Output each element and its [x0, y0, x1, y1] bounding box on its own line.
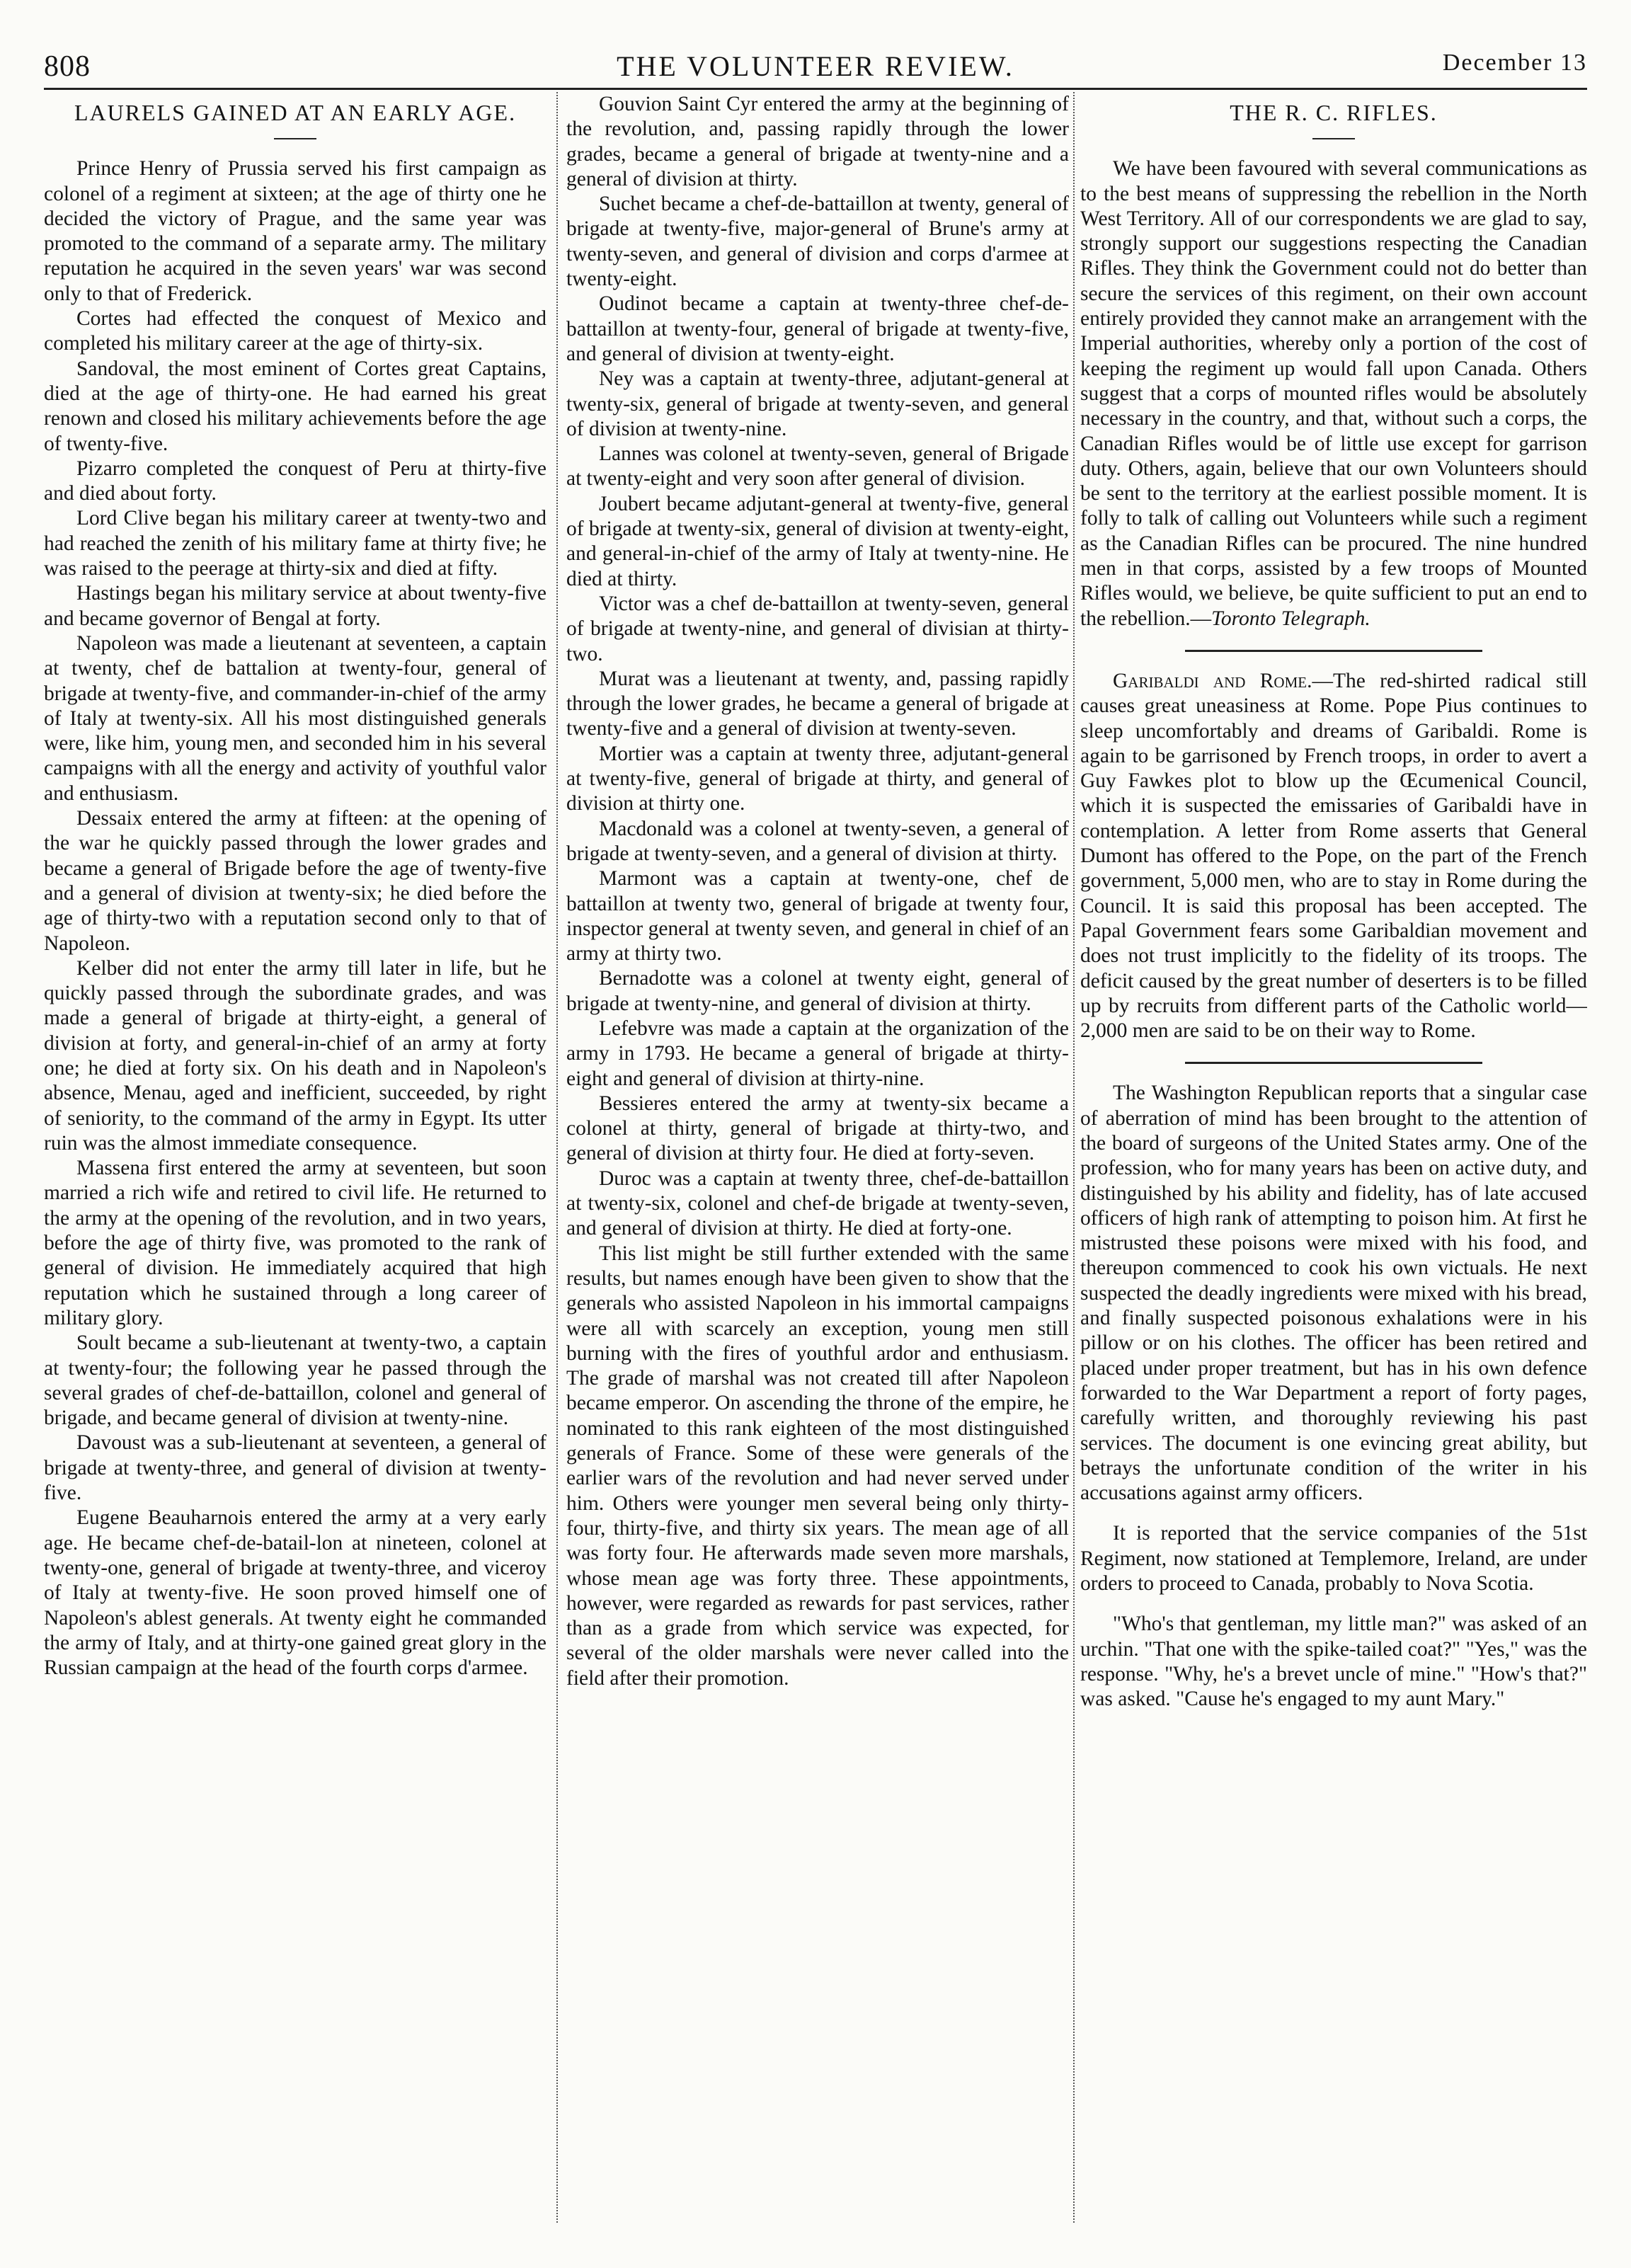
- page-number: 808: [44, 50, 91, 83]
- issue-date: December 13: [1442, 50, 1587, 76]
- paragraph-rifles: [1080, 156, 1587, 631]
- column-divider: [556, 92, 558, 2223]
- publication-title: THE VOLUNTEER REVIEW.: [617, 50, 1014, 82]
- paragraph: Lord Clive began his military career at twenty-two and had reached the zenith of his military fame at thirty five; he was raised to the peerage at thirty-six and died at fifty.: [44, 507, 546, 580]
- column-1: [44, 92, 546, 2230]
- paragraph: Murat was a lieutenant at twenty, and, passing rapidly through the lower grades, he became a general of brigade at twenty-five and a general of division at twenty-seven.: [566, 667, 1069, 740]
- paragraph: Lefebvre was made a captain at the organization of the army in 1793. He became a general of brigade at thirty-eight and general of division at thirty-nine.: [566, 1016, 1069, 1090]
- paragraph: Pizarro completed the conquest of Peru at thirty-five and died about forty.: [44, 457, 546, 505]
- paragraph: Bernadotte was a colonel at twenty eight, general of brigade at twenty-nine, and general of division at thirty.: [566, 967, 1069, 1015]
- paragraph: Oudinot became a captain at twenty-three chef-de-battaillon at twenty-four, general of brigade at twenty-five, and general of division at twenty-eight.: [566, 292, 1069, 365]
- paragraph: Kelber did not enter the army till later in life, but he quickly passed through the subordinate grades, and was made a general of brigade at thirty-eight, a general of division at forty, and general-in-chief of an army at forty one; he died at forty six. On his death and in Napoleon's absence, Menau, aged and inefficient, succeeded, by right of seniority, to the command of the army in Egypt. Its utter ruin was the almost immediate consequence.: [44, 956, 546, 1155]
- paragraph: Macdonald was a colonel at twenty-seven, a general of brigade at twenty-seven, and a general of division at thirty.: [566, 817, 1069, 865]
- article-separator: [1185, 1062, 1482, 1064]
- masthead: [44, 44, 1587, 84]
- rifles-text: We have been favoured with several communications as to the best means of suppressing the rebellion in the North West Territory. All of our correspondents we are glad to say, strongly support our suggestions respecting the Canadian Rifles. They think the Government could not do better than secure the services of this regiment, on their own account entirely provided they cannot make an arrangement with the Imperial authorities, whereby only a portion of the cost of keeping the regiment up would fall upon Canada. Others suggest that a corps of mounted rifles would be absolutely necessary in the country, and that, without such a corps, the Canadian Rifles would be of little use except for garrison duty. Others, again, believe that our own Volunteers should be sent to the territory at the earliest possible moment. It is folly to talk of calling out Volunteers while such a regiment as the Canadian Rifles can be procured. The nine hundred men in that corps, assisted by a few troops of Mounted Rifles would, we believe, be quite sufficient to put an end to the rebellion.—: [1080, 157, 1587, 630]
- column-divider: [1073, 92, 1075, 2223]
- paragraph: This list might be still further extended with the same results, but names enough have been given to show that the generals who assisted Napoleon in his immortal campaigns were all with scarcely an exception, young men still burning with the fires of youthful ardor and enthusiasm. The grade of marshal was not created till after Napoleon became emperor. On ascending the throne of the empire, he nominated to this rank eighteen of the most distinguished generals of France. Some of these were generals of the earlier wars of the revolution and had never served under him. Others were younger men several being only thirty-four, thirty-five, and thirty six years. The mean age of all was forty four. He afterwards made seven more marshals, whose mean age was forty three. These appointments, however, were regarded as rewards for past services, rather than as a grade from which service was expected, for several of the older marshals were never called into the field after their promotion.: [566, 1242, 1069, 1690]
- paragraph-washington: The Washington Republican reports that a singular case of aberration of mind has been brought to the attention of the board of surgeons of the United States army. One of the profession, who for many years has been on active duty, and distinguished by his ability and fidelity, has of late accused officers of high rank of attempting to poison him. At first he mistrusted these poisons were mixed with his food, and thereupon commenced to cook his own victuals. He next suspected the deadly ingredients were mixed with his bread, and finally suspected poisonous exhalations were in his pillow or on his clothes. The officer has been retired and placed under proper treatment, but has in his own defence forwarded to the War Department a report of forty pages, carefully written, and thoroughly reviewing his past services. The document is one evincing great ability, but betrays the unfortunate condition of the writer in his accusations against army officers.: [1080, 1082, 1587, 1505]
- paragraph: Bessieres entered the army at twenty-six became a colonel at thirty, general of brigade at thirty-two, and general of division at thirty four. He died at forty-seven.: [566, 1092, 1069, 1165]
- paragraph: Suchet became a chef-de-battaillon at twenty, general of brigade at twenty-five, major-general of Brune's army at twenty-seven, and general of division and corps d'armee at twenty-eight.: [566, 193, 1069, 291]
- paragraph-garibaldi: [1080, 669, 1587, 1043]
- article-separator: [1185, 650, 1482, 652]
- garibaldi-text: —The red-shirted radical still causes great uneasiness at Rome. Pope Pius continues to sleep uncomfortably and dreams of Garibaldi. Rome is again to be garrisoned by French troops, in order to avert a Guy Fawkes plot to blow up the Œcumenical Council, which it is suspected the emissaries of Garibaldi have in contemplation. A letter from Rome asserts that General Dumont has offered to the Pope, on the part of the French government, 5,000 men, who are to stay in Rome during the Council. It is said this proposal has been accepted. The Papal Government fears some Garibaldian movement and does not trust implicitly to the fidelity of its troops. The deficit caused by the great number of deserters is to be filled up by recruits from different parts of the Catholic world—2,000 men are said to be on their way to Rome.: [1080, 669, 1587, 1043]
- paragraph: Lannes was colonel at twenty-seven, general of Brigade at twenty-eight and very soon after general of division.: [566, 442, 1069, 491]
- garibaldi-heading: Garibaldi and Rome.: [1113, 669, 1312, 692]
- paragraph: Hastings began his military service at about twenty-five and became governor of Bengal at forty.: [44, 582, 546, 630]
- paragraph: Cortes had effected the conquest of Mexico and completed his military career at the age of thirty-six.: [44, 307, 546, 355]
- heading-rule: [1312, 138, 1355, 139]
- paragraph: Massena first entered the army at seventeen, but soon married a rich wife and retired to civil life. He returned to the army at the opening of the revolution, and in two years, before the age of thirty five, was promoted to the rank of general of division. He immediately acquired that high reputation which he sustained through a long career of military glory.: [44, 1157, 546, 1329]
- heading-rule: [274, 138, 316, 139]
- paragraph: Dessaix entered the army at fifteen: at the opening of the war he quickly passed through the lower grades and became a general of Brigade before the age of twenty-five and a general of division at twenty-six; he died before the age of thirty-two with a reputation second only to that of Napoleon.: [44, 807, 546, 955]
- paragraph-regiment: It is reported that the service companies of the 51st Regiment, now stationed at Templemore, Ireland, are under orders to proceed to Canada, probably to Nova Scotia.: [1080, 1522, 1587, 1596]
- paragraph: Mortier was a captain at twenty three, adjutant-general at twenty-five, general of brigade at thirty, and general of division at thirty one.: [566, 742, 1069, 815]
- paragraph: Ney was a captain at twenty-three, adjutant-general at twenty-six, general of brigade at twenty-seven, and general of division at twenty-nine.: [566, 367, 1069, 440]
- paragraph: Gouvion Saint Cyr entered the army at the beginning of the revolution, and, passing rapidly through the lower grades, became a general of brigade at twenty-nine and a general of division at thirty.: [566, 93, 1069, 190]
- rifles-source: Toronto Telegraph.: [1211, 607, 1370, 630]
- header-rule: [44, 88, 1587, 90]
- paragraph-urchin: "Who's that gentleman, my little man?" was asked of an urchin. "That one with the spike-tailed coat?" "Yes," was the response. "Why, he's a brevet uncle of mine." "How's that?" was asked. "Cause he's engaged to my aunt Mary.": [1080, 1613, 1587, 1711]
- column-2: [566, 92, 1069, 2230]
- paragraph: Victor was a chef de-battaillon at twenty-seven, general of brigade at twenty-nine, and general of divisian at thirty-two.: [566, 592, 1069, 665]
- paragraph: Davoust was a sub-lieutenant at seventeen, a general of brigade at twenty-three, and general of division at twenty-five.: [44, 1431, 546, 1505]
- article-heading-rifles: THE R. C. RIFLES.: [1230, 100, 1438, 125]
- paragraph: Sandoval, the most eminent of Cortes great Captains, died at the age of thirty-one. He had earned his great renown and closed his military achievements before the age of twenty-five.: [44, 357, 546, 455]
- paragraph: Joubert became adjutant-general at twenty-five, general of brigade at twenty-six, general of division at twenty-eight, and general-in-chief of the army of Italy at twenty-nine. He died at thirty.: [566, 492, 1069, 590]
- article-heading-laurels: LAURELS GAINED AT AN EARLY AGE.: [74, 100, 517, 125]
- paragraph: Marmont was a captain at twenty-one, chef de battaillon at twenty two, general of brigade at twenty four, inspector general at twenty seven, and general in chief of an army at thirty two.: [566, 867, 1069, 966]
- column-3: [1080, 92, 1587, 2230]
- paragraph: Soult became a sub-lieutenant at twenty-two, a captain at twenty-four; the following year he passed through the several grades of chef-de-battaillon, colonel and general of brigade, and became general of division at twenty-nine.: [44, 1331, 546, 1430]
- paragraph: Prince Henry of Prussia served his first campaign as colonel of a regiment at sixteen; at the age of thirty one he decided the victory of Prague, and the same year was promoted to the command of a separate army. The military reputation he acquired in the seven years' war was second only to that of Frederick.: [44, 157, 546, 305]
- paragraph: Duroc was a captain at twenty three, chef-de-battaillon at twenty-six, colonel and chef-de brigade at twenty-seven, and general of division at thirty. He died at forty-one.: [566, 1167, 1069, 1240]
- paragraph: Eugene Beauharnois entered the army at a very early age. He became chef-de-batail-lon at nineteen, colonel at twenty-one, general of brigade at twenty-three, and viceroy of Italy at twenty-five. He soon proved himself one of Napoleon's ablest generals. At twenty eight he commanded the army of Italy, and at thirty-one gained great glory in the Russian campaign at the head of the fourth corps d'armee.: [44, 1506, 546, 1680]
- paragraph: Napoleon was made a lieutenant at seventeen, a captain at twenty, chef de battalion at twenty-four, general of brigade at twenty-five, and commander-in-chief of the army of Italy at twenty-six. All his most distinguished generals were, like him, young men, and seconded him in his several campaigns with all the energy and activity of youthful valor and enthusiasm.: [44, 631, 546, 805]
